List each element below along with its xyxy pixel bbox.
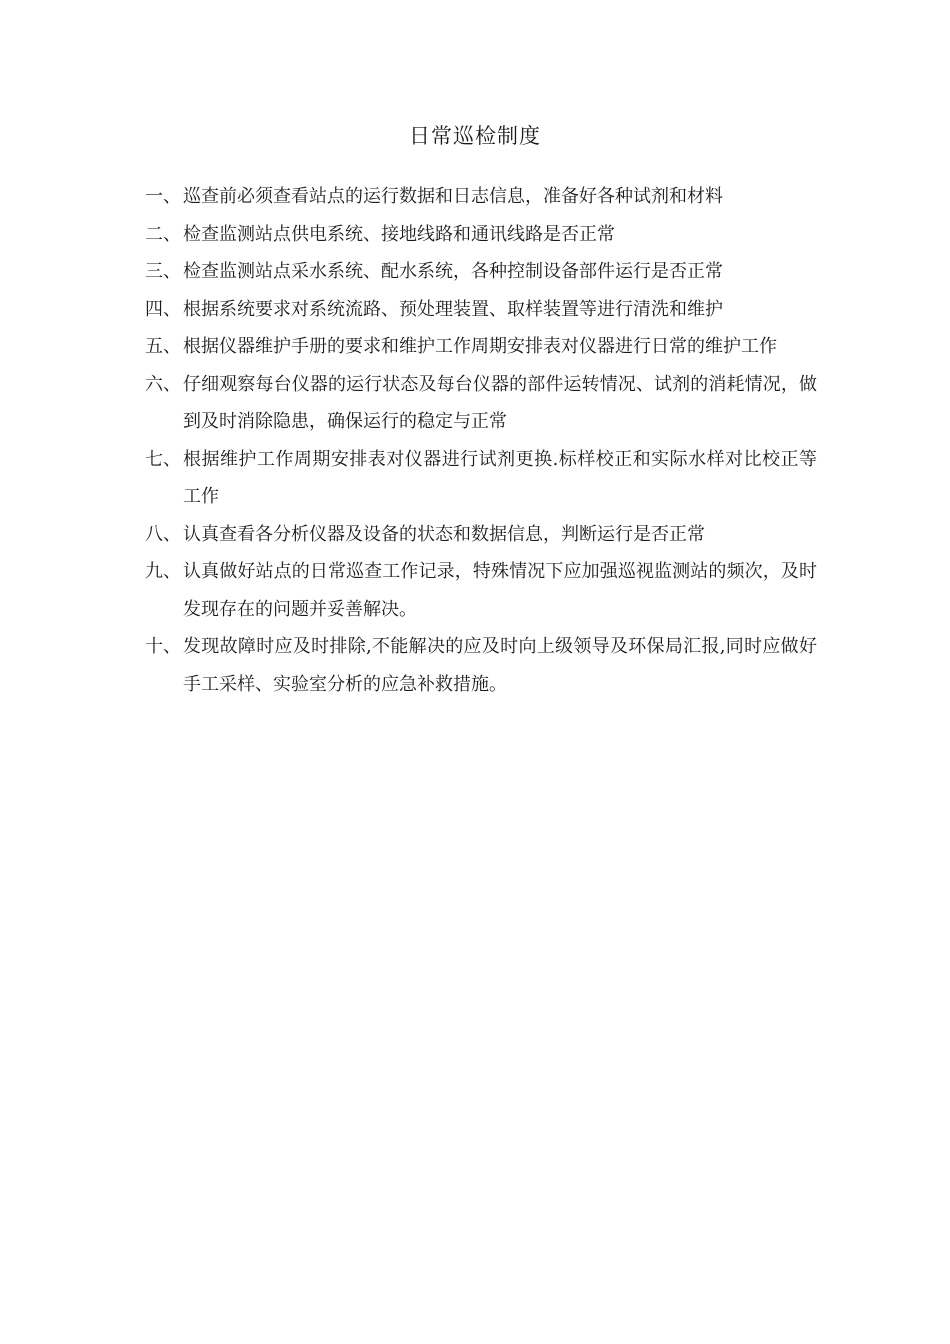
list-item-marker: 四、 xyxy=(145,298,181,320)
list-item xyxy=(145,516,817,554)
list-item-marker: 一、 xyxy=(145,186,181,207)
list-item-text: 检查监测站点采水系统、配水系统，各种控制设备部件运行是否正常 xyxy=(183,261,723,282)
list-item-marker: 八、 xyxy=(145,523,181,545)
list-item-marker: 六、 xyxy=(145,373,181,395)
list-item-text: 认真查看各分析仪器及设备的状态和数据信息，判断运行是否正常 xyxy=(183,523,705,545)
list-item-text: 仔细观察每台仪器的运行状态及每台仪器的部件运转情况、试剂的消耗情况，做到及时消除隐患，确保运行的稳定与正常 xyxy=(183,373,817,432)
list-item xyxy=(145,328,817,366)
inspection-rules-list xyxy=(145,178,817,703)
list-item-marker: 二、 xyxy=(145,223,181,245)
list-item-text: 检查监测站点供电系统、接地线路和通讯线路是否正常 xyxy=(183,223,615,245)
list-item xyxy=(145,291,817,329)
list-item xyxy=(145,366,817,441)
list-item xyxy=(145,178,817,216)
list-item xyxy=(145,628,817,703)
list-item xyxy=(145,553,817,628)
list-item-marker: 七、 xyxy=(145,448,181,470)
list-item-marker: 九、 xyxy=(145,561,181,582)
list-item-text: 根据仪器维护手册的要求和维护工作周期安排表对仪器进行日常的维护工作 xyxy=(183,336,777,357)
list-item-marker: 五、 xyxy=(145,336,181,357)
list-item-marker: 十、 xyxy=(145,636,181,657)
list-item xyxy=(145,216,817,254)
list-item-text: 发现故障时应及时排除,不能解决的应及时向上级领导及环保局汇报,同时应做好手工采样、实验室分析的应急补救措施。 xyxy=(183,636,817,695)
list-item-text: 认真做好站点的日常巡查工作记录，特殊情况下应加强巡视监测站的频次，及时发现存在的问题并妥善解决。 xyxy=(183,561,817,620)
list-item-text: 巡查前必须查看站点的运行数据和日志信息，准备好各种试剂和材料 xyxy=(183,186,723,207)
list-item-text: 根据维护工作周期安排表对仪器进行试剂更换.标样校正和实际水样对比校正等工作 xyxy=(183,448,817,507)
list-item xyxy=(145,441,817,516)
list-item-marker: 三、 xyxy=(145,261,181,282)
list-item xyxy=(145,253,817,291)
document-title: 日常巡检制度 xyxy=(409,124,541,148)
list-item-text: 根据系统要求对系统流路、预处理装置、取样装置等进行清洗和维护 xyxy=(183,298,723,320)
